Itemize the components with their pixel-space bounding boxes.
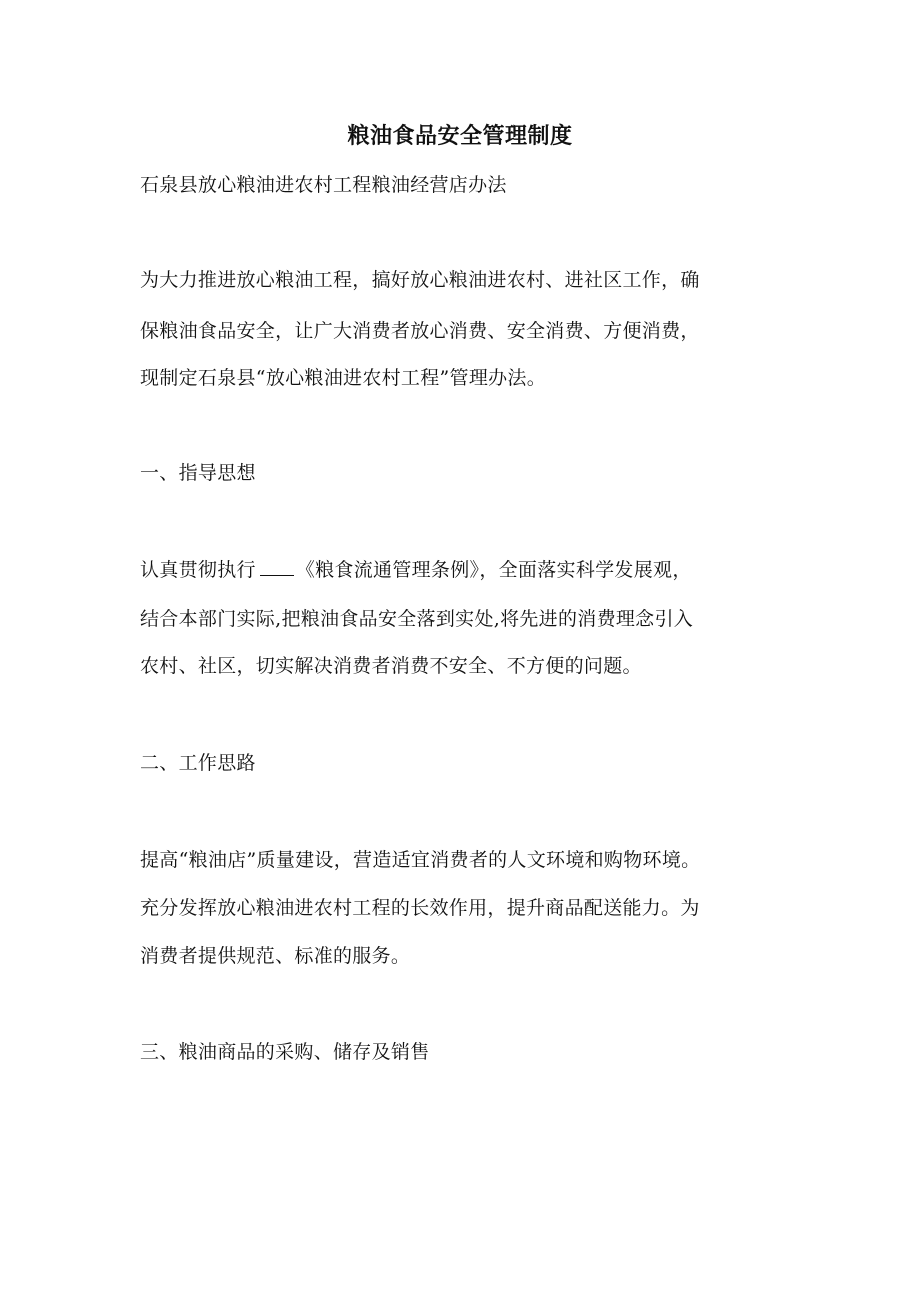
intro-line-2: 保粮油食品安全，让广大消费者放心消费、安全消费、方便消费， xyxy=(140,320,700,342)
section2-line-1: 提高“粮油店”质量建设，营造适宜消费者的人文环境和购物环境。 xyxy=(140,849,701,871)
section2-line-2: 充分发挥放心粮油进农村工程的长效作用，提升商品配送能力。为 xyxy=(140,897,700,919)
section1-line-2: 结合本部门实际,把粮油食品安全落到实处,将先进的消费理念引入 xyxy=(140,608,694,630)
document-title: 粮油食品安全管理制度 xyxy=(347,123,573,149)
section1-line-3: 农村、社区，切实解决消费者消费不安全、不方便的问题。 xyxy=(140,655,642,677)
intro-line-1: 为大力推进放心粮油工程，搞好放心粮油进农村、进社区工作，确 xyxy=(140,269,700,291)
section1-line-1-before: 认真贯彻执行 xyxy=(140,559,256,581)
section-heading-2: 二、工作思路 xyxy=(140,752,256,774)
intro-line-3: 现制定石泉县“放心粮油进农村工程”管理办法。 xyxy=(140,367,547,389)
section1-line-1-after: 《粮食流通管理条例》，全面落实科学发展观， xyxy=(295,559,692,581)
section-heading-1: 一、指导思想 xyxy=(140,462,256,484)
fill-in-blank xyxy=(260,557,294,576)
section-heading-3: 三、粮油商品的采购、储存及销售 xyxy=(140,1041,430,1063)
section1-line-1 xyxy=(140,555,800,585)
section2-line-3: 消费者提供规范、标准的服务。 xyxy=(140,945,411,967)
document-subtitle: 石泉县放心粮油进农村工程粮油经营店办法 xyxy=(140,174,507,196)
